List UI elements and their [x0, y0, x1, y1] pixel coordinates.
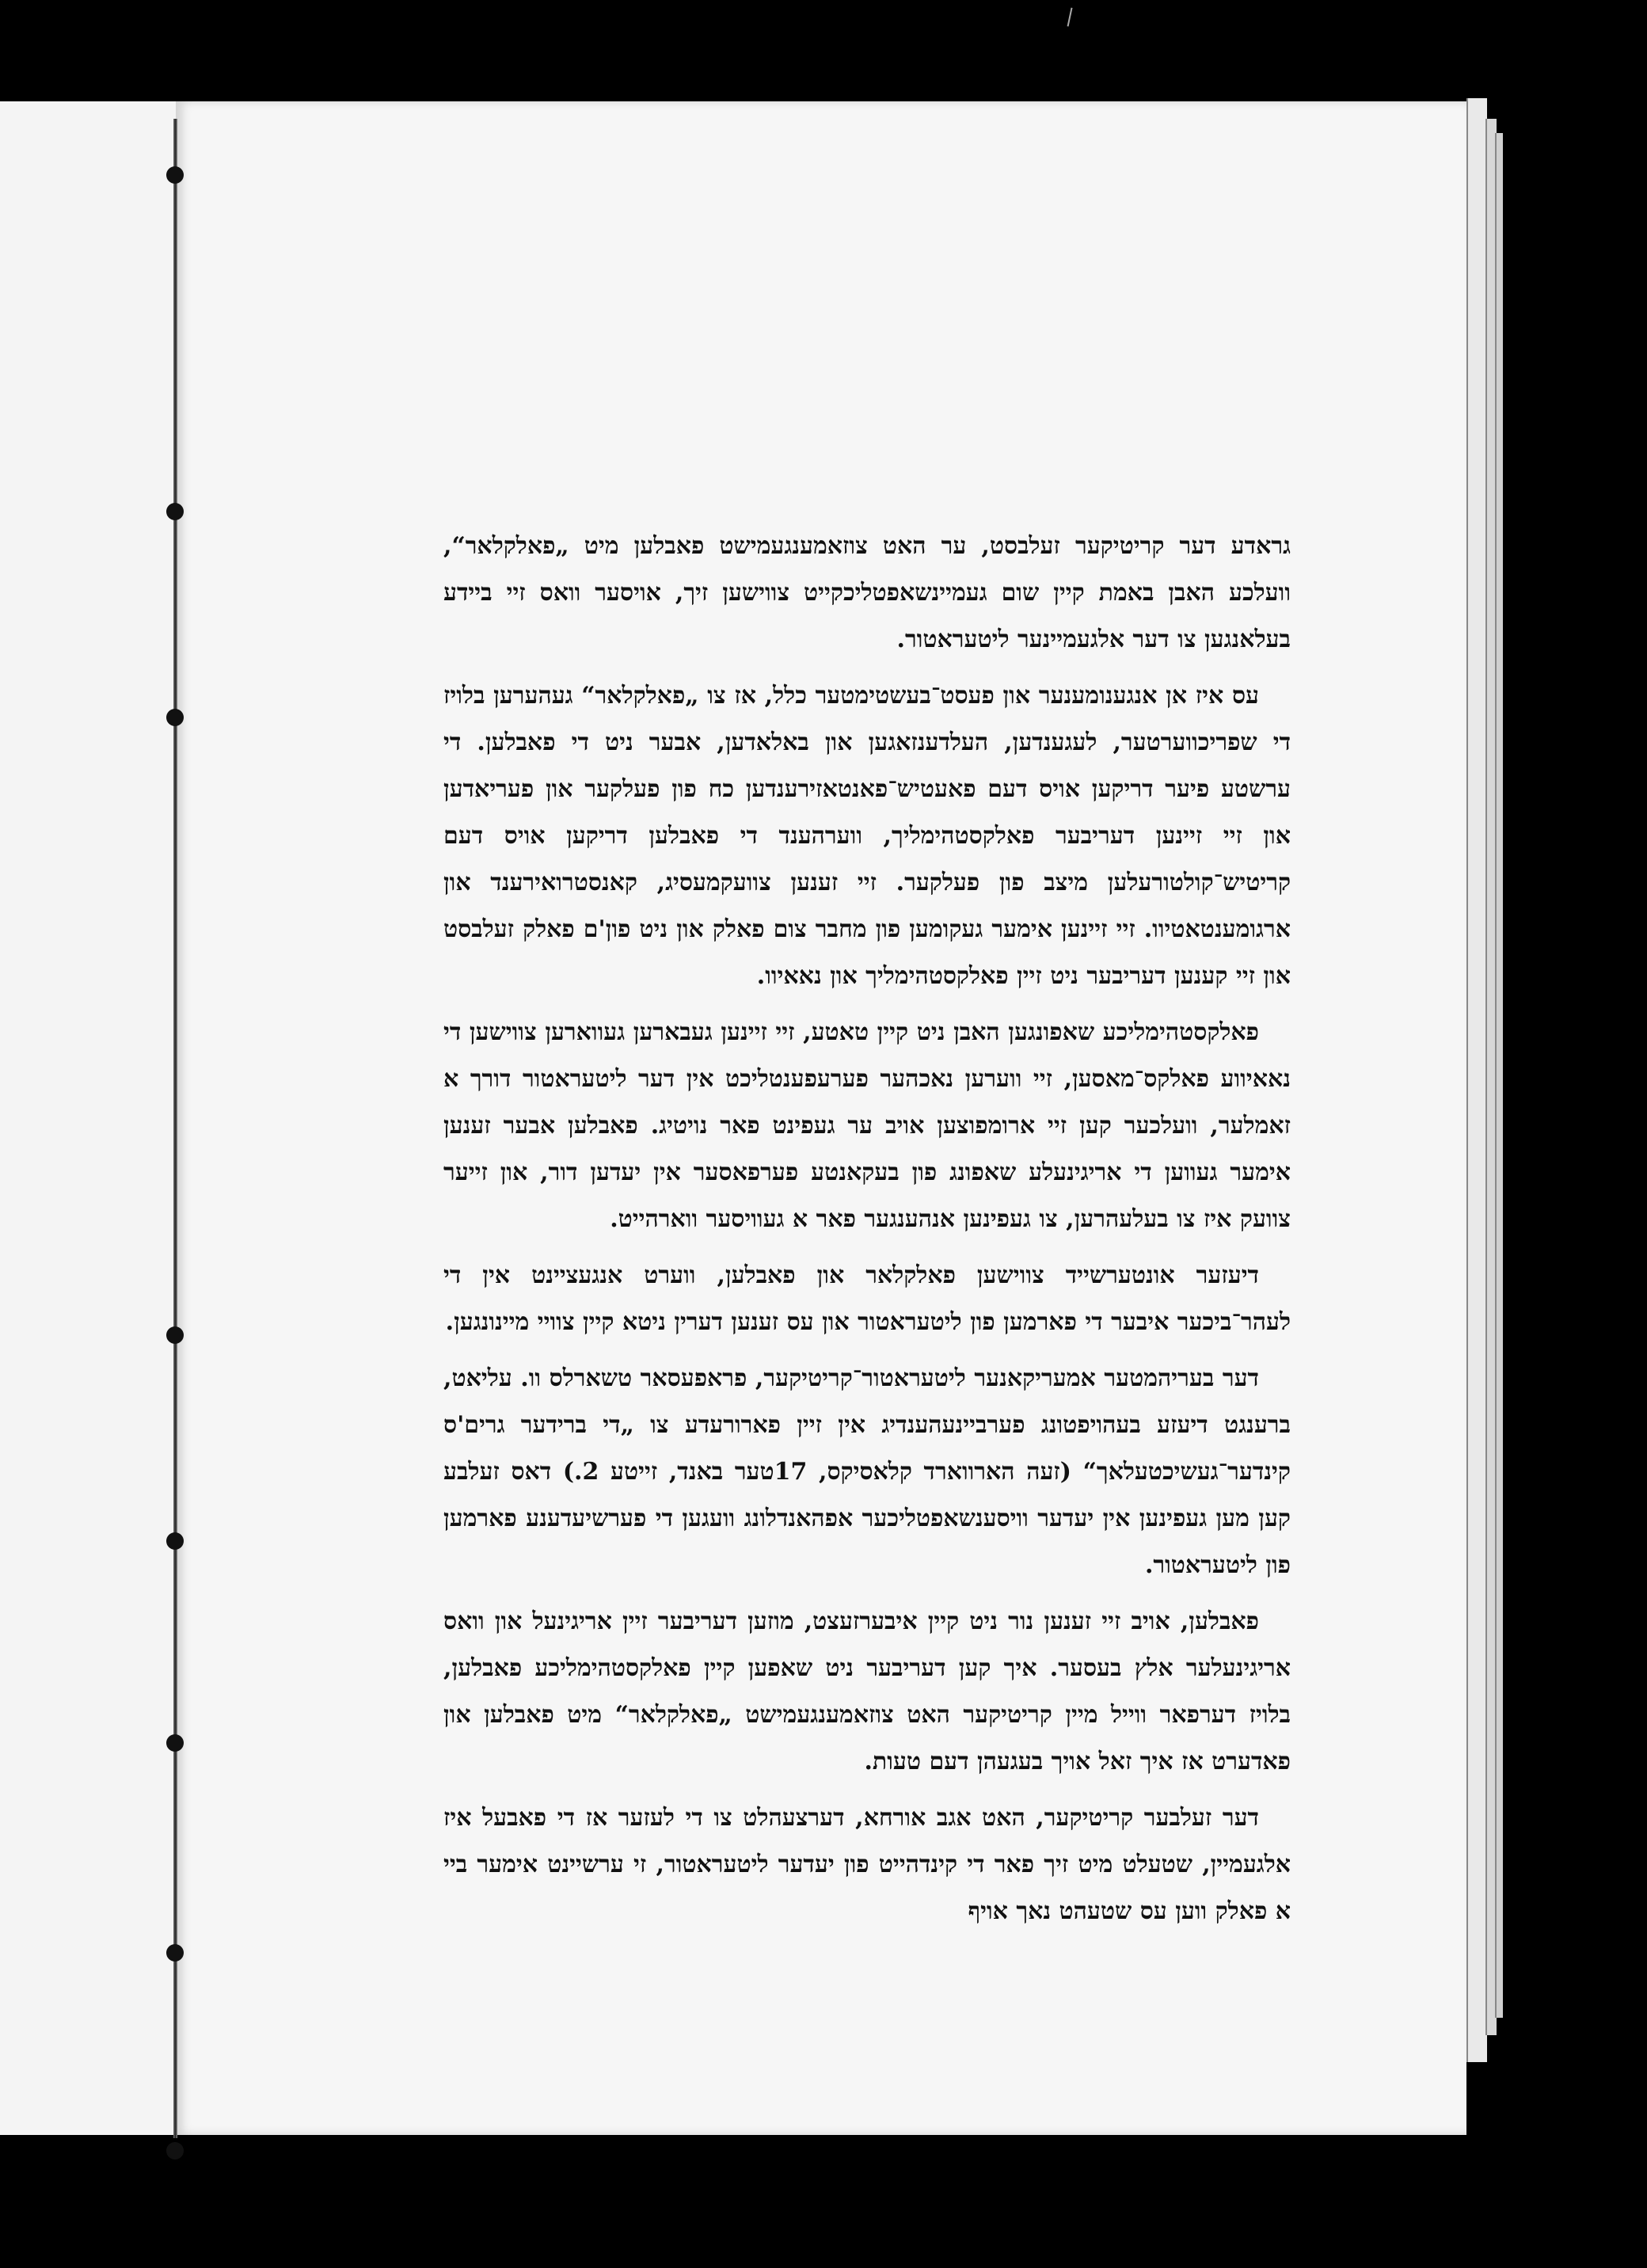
paragraph: פאבלען, אויב זיי זענען נור ניט קיין איבערזעצט, מוזען דעריבער זיין אריגינעל און וואס אריגינעלער אלץ בעסער. איך קען דעריבער ניט שאפען קיין פאלקסטהימליכע פאבלען, בלויז דערפאר ווייל מיין קריטיקער האט צוזאמענגעמישט „פאלקלאר“ מיט פאבלען און פאדערט אז איך זאל אויך בעגעהן דעם טעות.: [443, 1608, 1291, 1775]
binding-thread: [173, 119, 177, 2138]
paragraph: דער בעריהמטער אמעריקאנער ליטעראטור־קריטיקער, פראפעסאר טשארלס וו. עליאט, ברענגט דיעזע בעהויפטונג פערביינעהענדיג אין זיין פארורעדע צו „די ברידער גרים'ס קינדער־געשיכטעלאך“ (זעה הארווארד קלאסיקס, 17טער באנד, זייטע 2.) דאס זעלבע קען מען געפינען אין יעדער וויסענשאפטליכער אפהאנדלונג וועגען די פערשיעדענע פארמען פון ליטעראטור.: [443, 1364, 1291, 1579]
paragraph: עס איז אן אנגענומענער און פעסט־בעשטימטער כלל, אז צו „פאלקלאר“ געהערען בלויז די שפריכווערטער, לעגענדען, העלדענזאגען און באלאדען, אבער ניט די פאבלען. די ערשטע פיער דריקען אויס דעם פאעטיש־פאנטאזירענדען כח פון פעלקער און פעריאדען און זיי זיינען דעריבער פאלקסטהימליך, ווערהענד די פאבלען דריקען אויס דעם קריטיש־קולטורעלען מיצב פון פעלקער. זיי זענען צוועקמעסיג, קאנסטרואירענד און ארגומענטאטיוו. זיי זיינען אימער געקומען פון מחבר צום פאלק און ניט פון'ם פאלק זעלבסט און זיי קענען דעריבער ניט זיין פאלקסטהימליך און נאאיוו.: [443, 682, 1291, 990]
scan-mark: [1067, 8, 1076, 28]
page-stack-edge: [1495, 133, 1503, 2018]
paragraph: דיעזער אונטערשייד צווישען פאלקלאר און פאבלען, ווערט אנגעציינט אין די לעהר־ביכער איבער די פארמען פון ליטעראטור און עס זענען דערין ניטא קיין צוויי מיינונגען.: [443, 1261, 1291, 1336]
left-page-edge: [0, 101, 176, 2135]
binding-knot: [166, 2142, 184, 2160]
paragraph: פאלקסטהימליכע שאפונגען האבן ניט קיין טאטע, זיי זיינען געבארען געווארען צווישען די נאאיווע פאלקס־מאסען, זיי ווערען נאכהער פערעפענטליכט אין דער ליטעראטור דורך א זאמלער, וועלכער קען זיי ארומפוצען אויב ער געפינט פאר נויטיג. פאבלען אבער זענען אימער געווען די אריגינעלע שאפונג פון בעקאנטע פערפאסער אין יעדען דור, און זייער צוועק איז צו בעלעהרען, צו געפינען אנהענגער פאר א געוויסער ווארהייט.: [443, 1018, 1291, 1233]
page-stack-edge: [1466, 98, 1487, 2062]
paragraph: גראדע דער קריטיקער זעלבסט, ער האט צוזאמענגעמישט פאבלען מיט „פאלקלאר“, וועלכע האבן באמת קיין שום געמיינשאפטליכקייט צווישען זיך, אויסער וואס זיי ביידע בעלאנגען צו דער אלגעמיינער ליטעראטור.: [443, 532, 1291, 653]
binding-cord: [169, 119, 181, 2138]
binding-knot: [166, 709, 184, 726]
binding-knot: [166, 503, 184, 520]
binding-knot: [166, 166, 184, 184]
paragraph: דער זעלבער קריטיקער, האט אגב אורחא, דערצעהלט צו די לעזער אז די פאבעל איז אלגעמיין, שטעלט מיט זיך פאר די קינדהייט פון יעדער ליטעראטור, זי ערשיינט אימער ביי א פאלק ווען עס שטעהט נאך אויף: [443, 1804, 1291, 1925]
binding-knot: [166, 1532, 184, 1550]
page-text: [443, 523, 1291, 1944]
binding-knot: [166, 1734, 184, 1752]
binding-knot: [166, 1326, 184, 1344]
binding-knot: [166, 1944, 184, 1962]
